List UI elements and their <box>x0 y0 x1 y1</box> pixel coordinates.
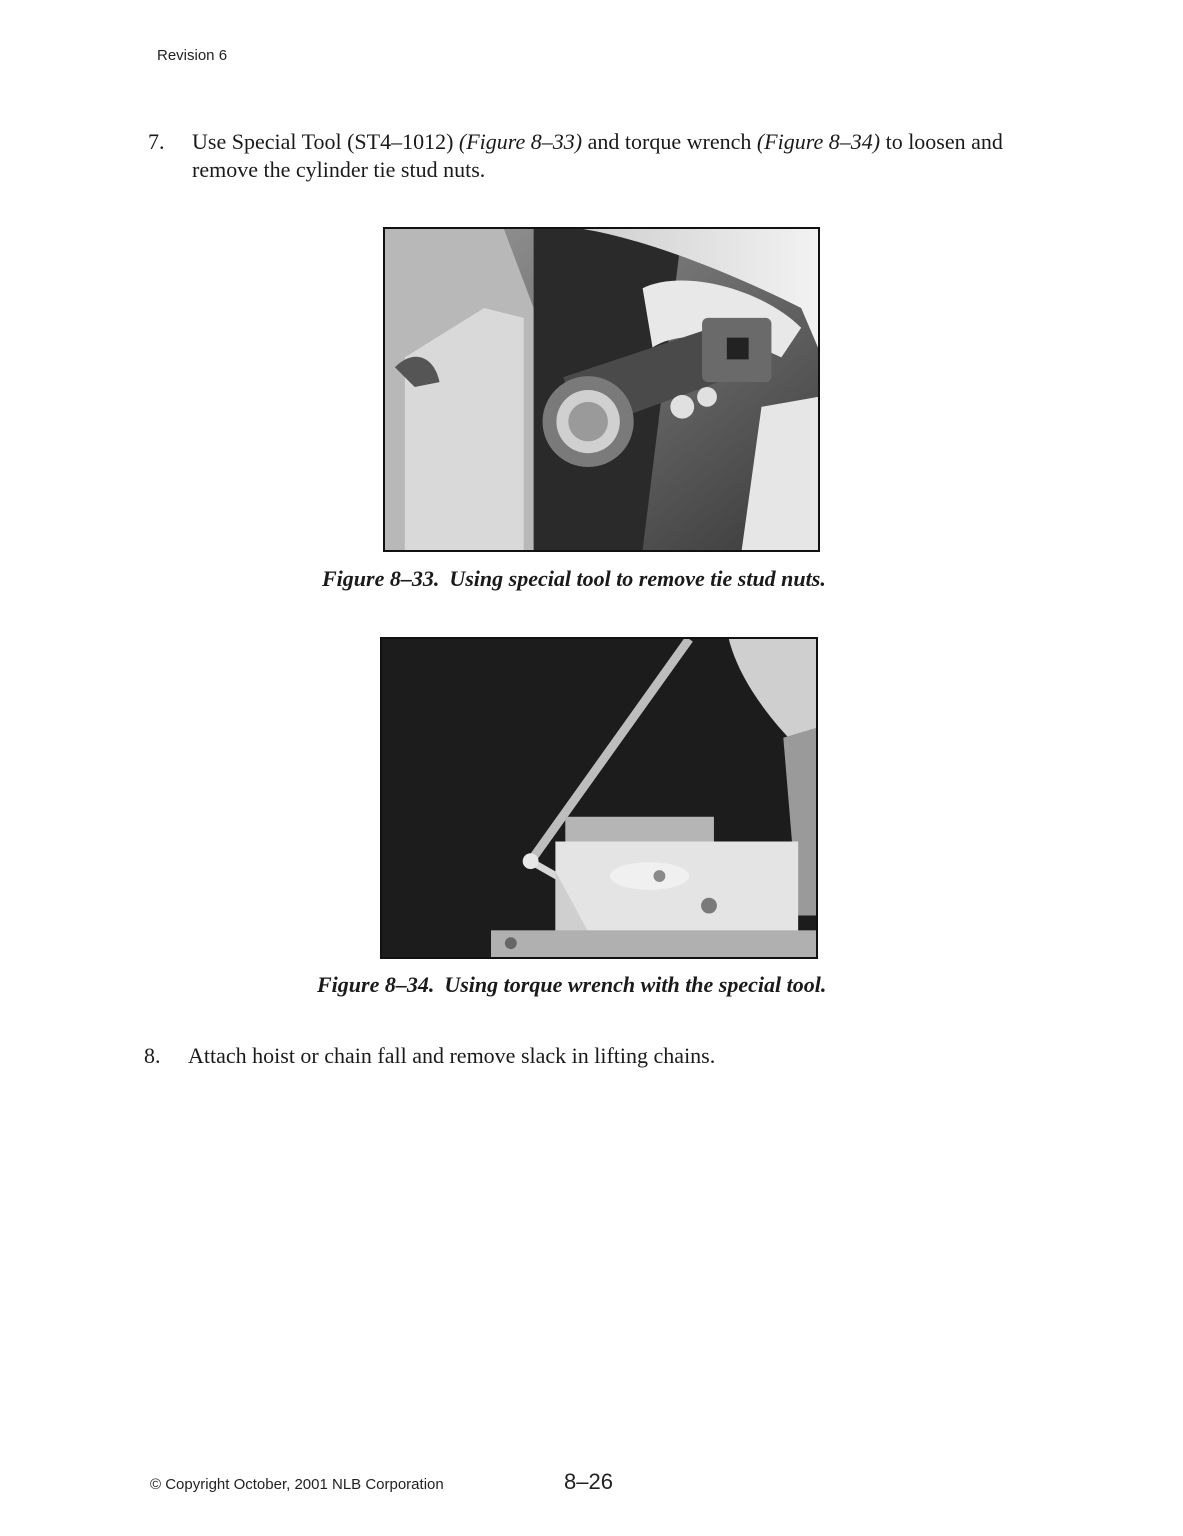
figure-8-33-photo <box>383 227 820 552</box>
figure-8-34-caption <box>317 972 826 998</box>
step-number: 7. <box>148 129 165 154</box>
torque-wrench-photo-illustration <box>382 639 816 957</box>
figure-label: Figure 8–34. <box>317 972 435 997</box>
step-7 <box>148 128 1068 188</box>
step-text: Attach hoist or chain fall and remove slack in lifting chains. <box>188 1043 716 1068</box>
figure-8-34-photo <box>380 637 818 959</box>
figure-caption-text: Using special tool to remove tie stud nuts. <box>449 566 826 591</box>
wrench-photo-illustration <box>385 229 818 550</box>
figure-reference: (Figure 8–34) <box>756 129 881 154</box>
revision-header: Revision 6 <box>157 47 228 64</box>
figure-reference: (Figure 8–33) <box>458 129 583 154</box>
figure-8-33-caption <box>322 566 826 592</box>
figure-caption-text: Using torque wrench with the special tool. <box>444 972 827 997</box>
step-text-part: to loosen and remove the cylinder tie stud nuts. <box>192 129 1003 182</box>
step-text <box>192 128 1072 184</box>
step-number: 8. <box>144 1043 161 1068</box>
figure-label: Figure 8–33. <box>322 566 440 591</box>
page-number: 8–26 <box>564 1469 613 1494</box>
step-text-part: and torque wrench <box>582 129 757 154</box>
copyright-footer: © Copyright October, 2001 NLB Corporation <box>150 1476 444 1493</box>
step-text-part: Use Special Tool (ST4–1012) <box>192 129 459 154</box>
step-8 <box>144 1042 1064 1072</box>
